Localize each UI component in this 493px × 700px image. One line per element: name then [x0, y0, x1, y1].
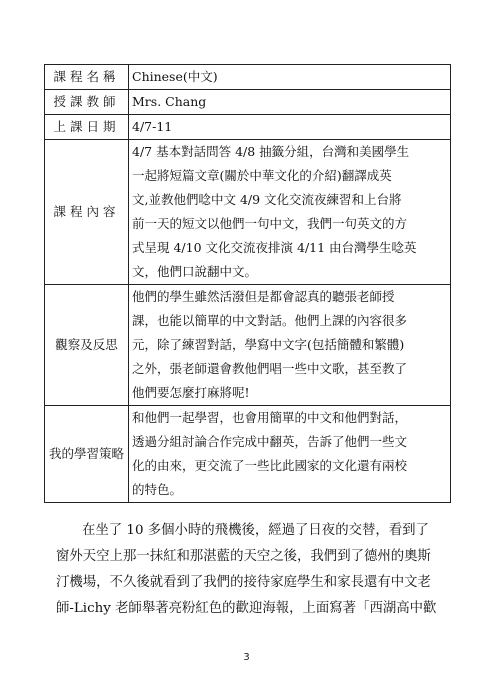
strategy-line: 透過分組討論合作完成中翻英，告訴了他們一些文: [132, 434, 408, 449]
value-course-name: [129, 65, 451, 90]
table-row-content: [45, 140, 451, 285]
page-number: 3: [243, 652, 250, 663]
label-strategy: 我的學習策略: [45, 406, 129, 503]
label-course-name: 課程名稱: [45, 65, 129, 90]
narrative-line: 窗外天空上那一抹紅和那湛藍的天空之後，我們到了德州的奧斯: [56, 549, 431, 564]
content-line: 文,並教他們唸中文 4/9 文化交流夜練習和上台將: [132, 192, 402, 207]
table-row-teacher: [45, 90, 451, 115]
value-content: [129, 140, 451, 285]
date-text: 4/7-11: [132, 119, 173, 134]
label-date: 上課日期: [45, 115, 129, 140]
teacher-text: Mrs. Chang: [132, 94, 207, 109]
reflection-line: 他們的學生雖然活潑但是都會認真的聽張老師授: [132, 289, 395, 304]
course-report-table: [44, 64, 451, 503]
content-line: 式呈現 4/10 文化交流夜排演 4/11 由台灣學生唸英: [132, 240, 417, 255]
strategy-line: 化的由來，更交流了一些比此國家的文化還有兩校: [132, 458, 408, 473]
strategy-line: 的特色。: [132, 482, 183, 497]
table-row-date: [45, 115, 451, 140]
value-strategy: [129, 406, 451, 503]
narrative-line: 在坐了 10 多個小時的飛機後，經過了日夜的交替，看到了: [82, 523, 429, 538]
value-teacher: [129, 90, 451, 115]
reflection-line: 元，除了練習對話，學寫中文字(包括簡體和繁體): [132, 337, 405, 352]
reflection-line: 課，也能以簡單的中文對話。他們上課的內容很多: [132, 313, 408, 328]
value-date: [129, 115, 451, 140]
course-name-text: Chinese(中文): [132, 69, 218, 84]
table-row-course-name: [45, 65, 451, 90]
label-reflection: 觀察及反思: [45, 285, 129, 406]
strategy-line: 和他們一起學習，也會用簡單的中文和他們對話，: [132, 410, 408, 425]
reflection-line: 他們要怎麼打麻將呢!: [132, 385, 250, 400]
content-line: 4/7 基本對話問答 4/8 抽籤分組，台灣和美國學生: [132, 144, 410, 159]
table-row-strategy: [45, 406, 451, 503]
content-line: 前一天的短文以他們一句中文，我們一句英文的方: [132, 216, 408, 231]
label-teacher: 授課教師: [45, 90, 129, 115]
value-reflection: [129, 285, 451, 406]
narrative-line: 汀機場，不久後就看到了我們的接待家庭學生和家長還有中文老: [56, 575, 431, 590]
table-row-reflection: [45, 285, 451, 406]
narrative-line: 師-Lichy 老師舉著亮粉紅色的歡迎海報，上面寫著「西湖高中歡: [56, 601, 437, 616]
content-line: 文，他們口說翻中文。: [132, 264, 258, 279]
reflection-line: 之外，張老師還會教他們唱一些中文歌，甚至教了: [132, 361, 408, 376]
narrative-paragraph: [56, 518, 446, 622]
content-line: 一起將短篇文章(關於中華文化的介紹)翻譯成英: [132, 168, 392, 183]
label-content: 課程內容: [45, 140, 129, 285]
